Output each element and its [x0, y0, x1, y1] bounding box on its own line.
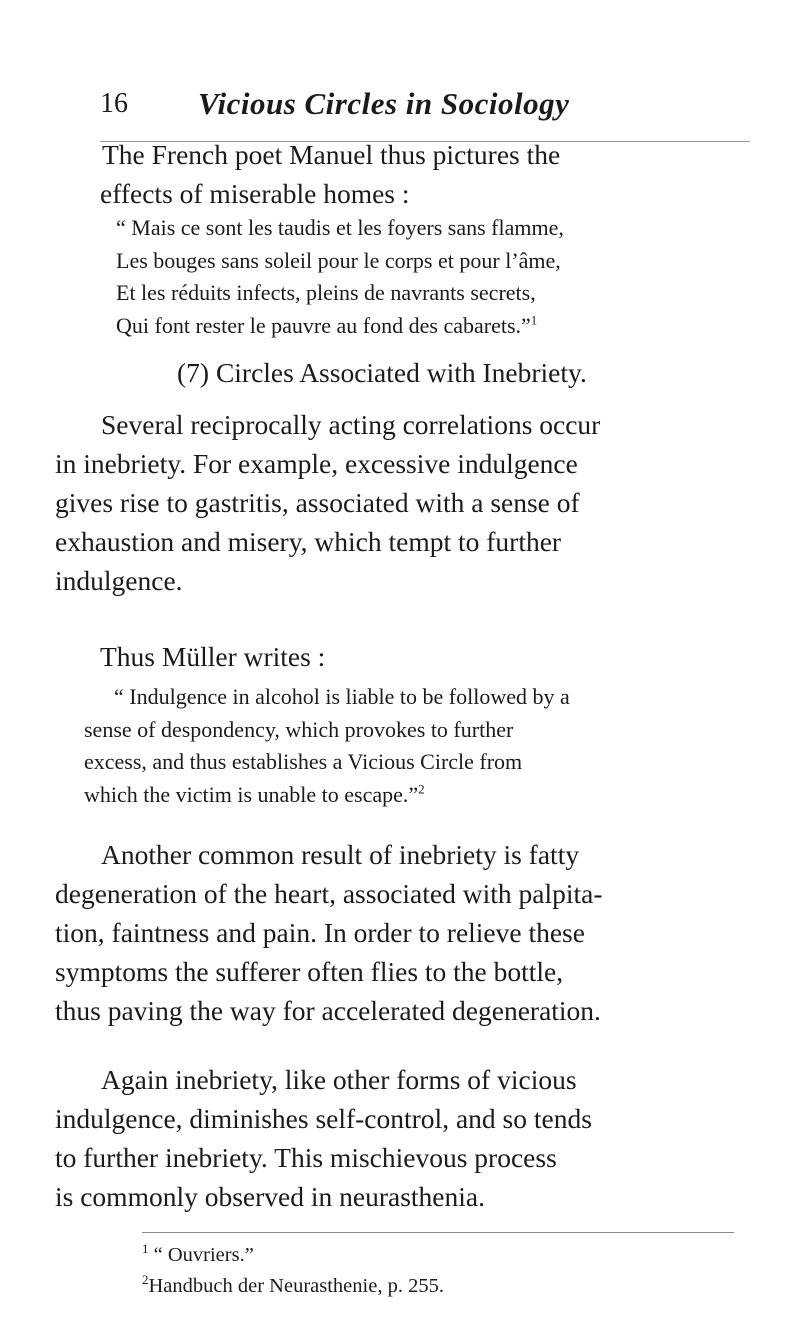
quote-line: sense of despondency, which provokes to further [84, 716, 514, 742]
text-line: The French poet Manuel thus pictures the [102, 139, 561, 170]
poem-line: Et les réduits infects, pleins de navrants secrets, [116, 280, 536, 305]
footnote-mark: 1 [142, 1241, 149, 1257]
page-header [100, 84, 740, 130]
quote-line: excess, and thus establishes a Vicious Circle from [84, 749, 523, 774]
paragraph-heart [55, 835, 603, 1030]
footnotes [142, 1240, 444, 1302]
running-head: Vicious Circles in Sociology [198, 86, 570, 121]
section-heading: (7) Circles Associated with Inebriety. [177, 357, 587, 388]
footnote-ref: 1 [530, 312, 538, 328]
text-line: degeneration of the heart, associated with palpita- [55, 878, 603, 909]
text-line: exhaustion and misery, which tempt to further [55, 526, 562, 557]
text-line: Thus Müller writes : [100, 641, 326, 672]
paragraph-self-control [55, 1060, 592, 1216]
intro-paragraph [100, 135, 560, 213]
text-line: gives rise to gastritis, associated with a sense of [55, 487, 580, 518]
paragraph-inebriety [55, 405, 600, 600]
text-line: effects of miserable homes : [100, 178, 410, 209]
footnote-ref: 2 [418, 781, 425, 797]
text-line: to further inebriety. This mischievous process [55, 1142, 557, 1173]
text-line: Another common result of inebriety is fatty [101, 839, 580, 870]
text-line: Again inebriety, like other forms of vicious [101, 1064, 577, 1095]
text-line: in inebriety. For example, excessive indulgence [55, 448, 578, 479]
muller-quote [84, 681, 570, 811]
text-line: symptoms the sufferer often flies to the bottle, [55, 956, 564, 987]
footnote [142, 1240, 444, 1271]
text-line: tion, faintness and pain. In order to relieve these [55, 917, 585, 948]
page-number: 16 [100, 88, 128, 119]
poem-line: Les bouges sans soleil pour le corps et pour l’âme, [116, 247, 561, 273]
footnote-text: “ Ouvriers.” [153, 1244, 254, 1266]
footnote [142, 1271, 444, 1302]
poem-quote [116, 212, 564, 342]
text-line: Several reciprocally acting correlations occur [101, 409, 601, 440]
footnote-text: Handbuch der Neurasthenie, p. 255. [148, 1275, 444, 1297]
quote-line: “ Indulgence in alcohol is liable to be followed by a [114, 684, 570, 709]
text-line: thus paving the way for accelerated degeneration. [55, 995, 601, 1026]
quote-line: which the victim is unable to escape.”$^2$ [84, 781, 425, 807]
text-line: indulgence, diminishes self-control, and so tends [55, 1103, 592, 1134]
footnote-mark: 2 [142, 1272, 149, 1288]
text-line: is commonly observed in neurasthenia. [55, 1181, 485, 1212]
text-line: indulgence. [55, 565, 183, 596]
footnote-rule [142, 1232, 734, 1233]
poem-line: “ Mais ce sont les taudis et les foyers sans flamme, [116, 215, 564, 240]
paragraph-muller [100, 637, 325, 676]
poem-line: Qui font rester le pauvre au fond des cabarets.”$^1$ [116, 312, 538, 338]
